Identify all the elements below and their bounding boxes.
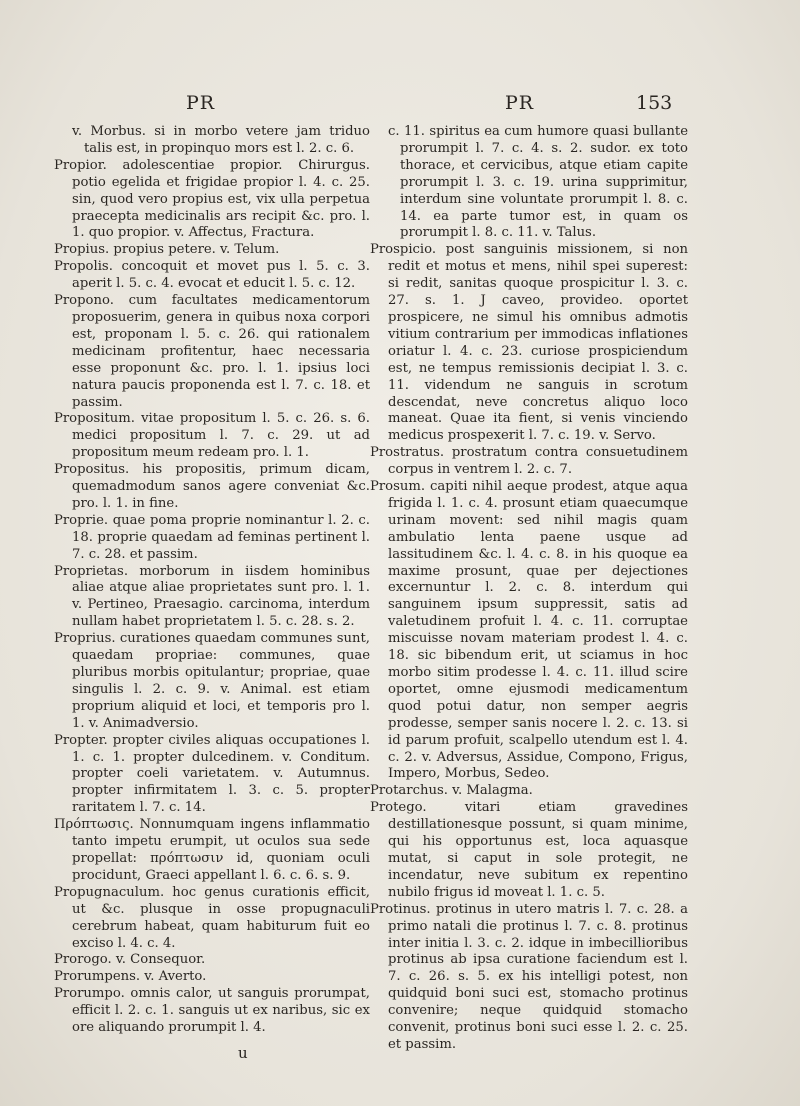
entry-prorumpo: Prorumpo. omnis calor, ut sanguis prorumpat, efficit l. 2. c. 1. sanguis ut ex naribus, sic ex ore aliquando prorumpit l. 4. — [54, 986, 370, 1036]
entry-propositum: Propositum. vitae propositum l. 5. c. 26. s. 6. medici propositum l. 7. c. 29. ut ad propositum meum redeam pro. l. 1. — [54, 411, 370, 461]
entry-continuation: v. Morbus. si in morbo vetere jam triduo talis est, in propinquo mors est l. 2. c. 6. — [72, 124, 370, 156]
entry-propositus: Propositus. his propositis, primum dicam, quemadmodum sanos agere conveniat &c. pro. l. 1. in fine. — [54, 462, 370, 511]
entry-propugnaculum: Propugnaculum. hoc genus curationis efficit, ut &c. plusque in osse propugnaculi cerebrum habeat, quam habiturum fuit eo exciso l. 4. c. 4. — [54, 884, 370, 951]
running-head-right: PR — [505, 92, 535, 114]
entry-prostratus: Prostratus. prostratum contra consuetudinem corpus in ventrem l. 2. c. 7. — [370, 445, 688, 478]
entry-protego: Protego. vitari etiam gravedines destillationesque possunt, si quam minime, qui his opportunus est, loca aquasque mutat, si caput in sole protegit, ne incendatur, neve subitum ex repentino nubilo frigus id moveat l. 1. c. 5. — [370, 800, 688, 900]
entry-propius: Propius. propius petere. v. Telum. — [54, 242, 280, 258]
entry-proprius: Proprius. curationes quaedam communes sunt, quaedam propriae: communes, quae pluribus morbis opitulantur; propriae, quae singulis l. 2. c. 9. v. Animal. est etiam proprium aliquid et loci, et temporis pro l. 1. v. Animadversio. — [54, 631, 370, 731]
entry-prorumpens: Prorumpens. v. Averto. — [54, 969, 207, 985]
entry-prorogo: Prorogo. v. Consequor. — [54, 952, 206, 968]
page-number: 153 — [636, 92, 673, 114]
entry-prorumpo-continued: c. 11. spiritus ea cum humore quasi bullante prorumpit l. 7. c. 4. s. 2. sudor. ex toto thorace, et cervicibus, atque etiam capite prorumpit l. 3. c. 19. urina supprimitur, interdum sine voluntate prorumpit l. 8. c. 14. ea parte tumor est, in quam os prorumpit l. 8. c. 11. v. Talus. — [388, 124, 688, 241]
right-column — [370, 124, 688, 1054]
entry-propter: Propter. propter civiles aliquas occupationes l. 1. c. 1. propter dulcedinem. v. Conditum. propter coeli varietatem. v. Autumnus. propter infirmitatem l. 3. c. 5. propter raritatem l. 7. c. 14. — [54, 732, 370, 816]
entry-propono: Propono. cum facultates medicamentorum proposuerim, genera in quibus noxa corpori est, proponam l. 5. c. 26. qui rationalem medicinam profitentur, haec necessaria esse proponunt &c. pro. l. 1. ipsius loci natura paucis proponenda est l. 7. c. 18. et passim. — [54, 293, 370, 410]
running-head-left: PR — [186, 92, 216, 114]
entry-proprie: Proprie. quae poma proprie nominantur l. 2. c. 18. proprie quaedam ad feminas pertinent l. 7. c. 28. et passim. — [54, 512, 370, 562]
entry-proptosis: Πρόπτωσις. Nonnumquam ingens inflammatio tanto impetu erumpit, ut oculos sua sede propellat: πρόπτωσιν id, quoniam oculi procidunt, Graeci appellant l. 6. c. 6. s. 9. — [54, 817, 370, 883]
entry-proprietas: Proprietas. morborum in iisdem hominibus aliae atque aliae proprietates sunt pro. l. 1. v. Pertineo, Praesagio. carcinoma, interdum nullam habet proprietatem l. 5. c. 28. s. 2. — [54, 563, 370, 630]
entry-protarchus: Protarchus. v. Malagma. — [370, 783, 533, 799]
left-column — [54, 124, 370, 1037]
signature-mark: u — [238, 1044, 248, 1062]
entry-prospicio: Prospicio. post sanguinis missionem, si non redit et motus et mens, nihil spei superest: si redit, sanitas quoque prospicitur l. 3. c. 27. s. 1. J caveo, provideo. oportet prospicere, ne simul his omnibus admotis vitium contrarium per immodicas inflationes oriatur l. 4. c. 23. curiose prospiciendum est, ne tempus remissionis decipiat l. 3. c. 11. videndum ne sanguis in scrotum descendat, neve concretus aliquo loco maneat. Quae ita fient, si venis vinciendo medicus prospexerit l. 7. c. 19. v. Servo. — [370, 242, 688, 444]
entry-protinus: Protinus. protinus in utero matris l. 7. c. 28. a primo natali die protinus l. 7. c. 8. protinus inter initia l. 3. c. 2. idque in imbecillioribus protinus ab ipsa curatione faciendum est l. 7. c. 26. s. 5. ex his intelligi potest, non quidquid boni suci est, stomacho protinus convenire; neque quidquid stomacho convenit, protinus boni suci esse l. 2. c. 25. et passim. — [370, 901, 688, 1052]
entry-propolis: Propolis. concoquit et movet pus l. 5. c. 3. aperit l. 5. c. 4. evocat et educit l. 5. c. 12. — [54, 259, 370, 292]
entry-prosum: Prosum. capiti nihil aeque prodest, atque aqua frigida l. 1. c. 4. prosunt etiam quaecumque urinam movent: sed nihil magis quam ambulatio lenta paene usque ad lassitudinem &c. l. 4. c. 8. in his quoque ea maxime prosunt, quae per dejectiones excernuntur l. 2. c. 8. interdum qui sanguinem ipsum suppressit, satis ad valetudinem profuit l. 4. c. 11. corruptae miscuisse novam materiam prodest l. 4. c. 18. sic bibendum erit, ut sciamus in hoc morbo sitim prodesse l. 4. c. 11. illud scire oportet, omne ejusmodi medicamentum quod potui datur, non semper aegris prodesse, semper sanis nocere l. 2. c. 13. si id parum profuit, scalpello utendum est l. 4. c. 2. v. Adversus, Assidue, Compono, Frigus, Impero, Morbus, Sedeo. — [370, 479, 688, 782]
entry-propior: Propior. adolescentiae propior. Chirurgus. potio egelida et frigidae propior l. 4. c. 25. sin, quod vero propius est, vix ulla perpetua praecepta medicinalis ars recipit &c. pro. l. 1. quo propior. v. Affectus, Fractura. — [54, 157, 370, 241]
